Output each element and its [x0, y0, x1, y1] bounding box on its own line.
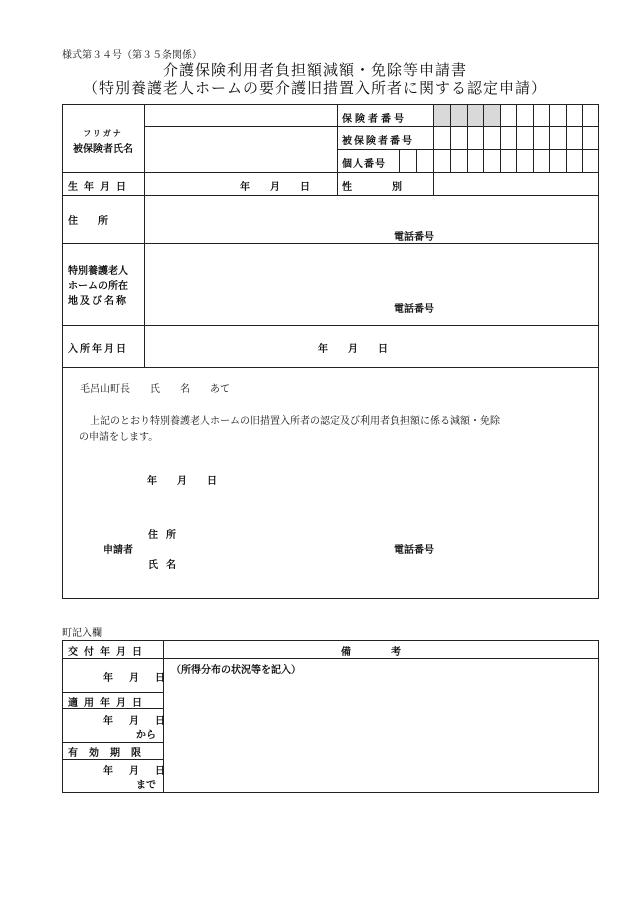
phone-label-2: 電話番号	[394, 304, 434, 315]
facility-label-1: 特別養護老人	[68, 266, 128, 277]
valid-label: 有効期限	[68, 748, 152, 759]
furigana-label: フリガナ	[83, 129, 123, 138]
form-number: 様式第３４号（第３５条関係）	[62, 50, 202, 61]
facility-label-3: 地及び名称	[68, 296, 128, 307]
insurer-number-label: 保険者番号	[342, 114, 407, 125]
form-title-line1: 介護保険利用者負担額減額・免除等申請書	[162, 61, 467, 79]
form-title-line2: （特別養護老人ホームの要介護旧措置入所者に関する認定申請）	[82, 79, 547, 97]
apply-date-value: 年 月 日	[103, 716, 168, 727]
facility-label-2: ホームの所在	[68, 281, 128, 292]
admission-value: 年 月 日	[318, 344, 388, 355]
insured-number-label: 被保険者番号	[342, 136, 414, 147]
phone-label: 電話番号	[394, 232, 434, 243]
issue-date-label: 交付年月日	[68, 647, 148, 658]
addressee: 毛呂山町長 氏 名 あて	[80, 384, 230, 395]
request-body-line1: 上記のとおり特別養護老人ホームの旧措置入所者の認定及び利用者負担額に係る減額・免除	[90, 416, 500, 427]
personal-number-label: 個人番号	[342, 159, 386, 170]
town-section-label: 町記入欄	[62, 628, 102, 639]
address-label: 住 所	[68, 216, 108, 227]
request-body-line2: の申請をします。	[79, 432, 159, 443]
applicant-label: 申請者	[103, 545, 133, 556]
applicant-name-label: 氏名	[148, 560, 184, 571]
applicant-address-label: 住所	[148, 530, 184, 541]
remarks-label: 備 考	[341, 647, 401, 658]
birthdate-value: 年 月 日	[240, 182, 310, 193]
sex-label: 性 別	[342, 182, 402, 193]
valid-until: まで	[136, 780, 156, 791]
remarks-note: （所得分布の状況等を記入）	[171, 665, 301, 676]
insured-name-label: 被保険者氏名	[73, 144, 133, 155]
valid-value: 年 月 日	[103, 766, 168, 777]
admission-label: 入所年月日	[68, 344, 128, 355]
applicant-phone-label: 電話番号	[394, 545, 434, 556]
birthdate-label: 生年月日	[68, 182, 132, 193]
apply-date-label: 適用年月日	[68, 698, 148, 709]
apply-from: から	[136, 730, 156, 741]
issue-date-value: 年 月 日	[103, 673, 168, 684]
request-date: 年 月 日	[147, 476, 217, 487]
